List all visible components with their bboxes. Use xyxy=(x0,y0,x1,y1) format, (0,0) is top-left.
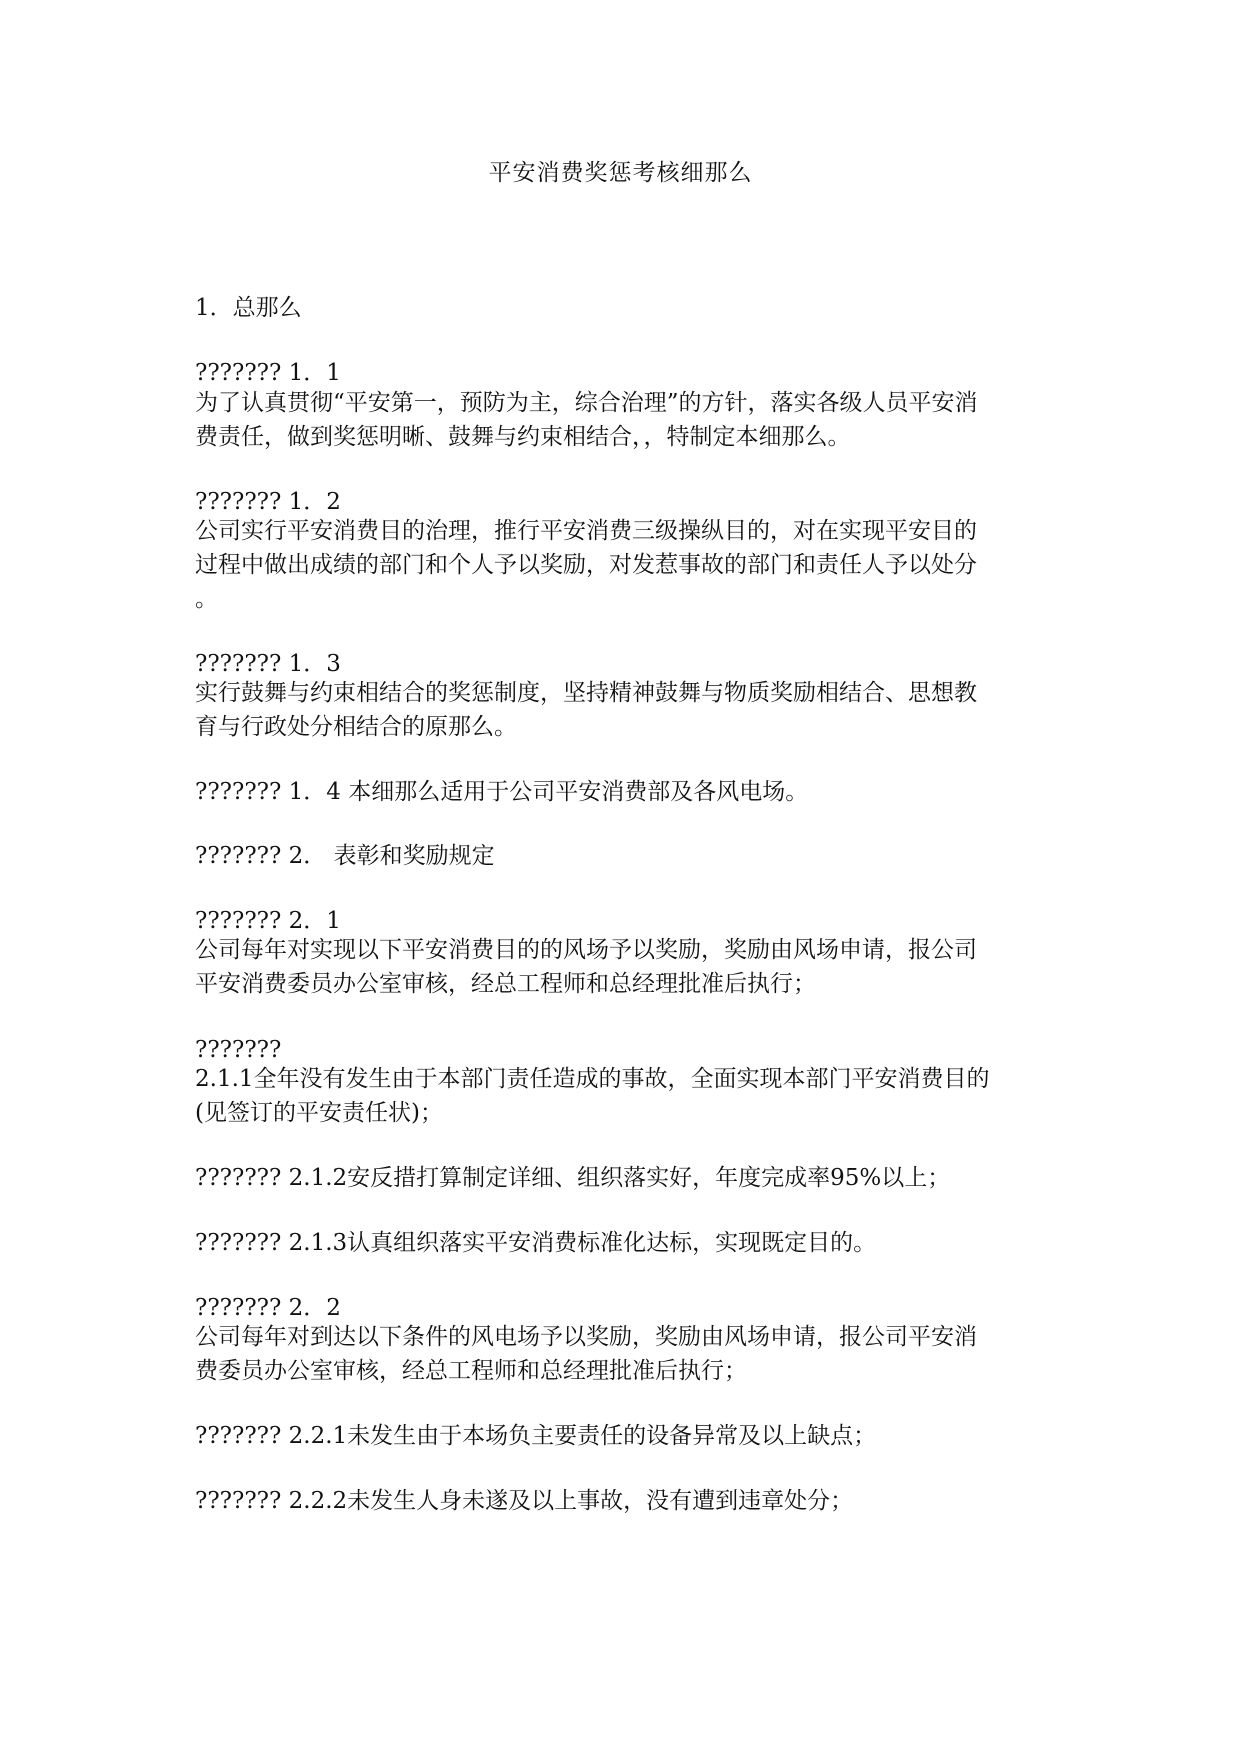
clause-2-1-1-line-1: 2.1.1全年没有发生由于本部门责任造成的事故，全面实现本部门平安消费目的 xyxy=(195,1066,990,1092)
clause-2-1-1-label: ??????? xyxy=(195,1037,282,1063)
document-title: 平安消费奖惩考核细那么 xyxy=(488,160,753,186)
section-1-heading: 1．总那么 xyxy=(195,295,302,321)
clause-1-2-line-3: 。 xyxy=(195,586,218,612)
clause-1-2-line-1: 公司实行平安消费目的治理，推行平安消费三级操纵目的，对在实现平安目的 xyxy=(195,518,977,544)
clause-1-1-line-1: 为了认真贯彻“平安第一，预防为主，综合治理”的方针，落实各级人员平安消 xyxy=(195,390,978,416)
clause-2-1-3: ??????? 2.1.3认真组织落实平安消费标准化达标，实现既定目的。 xyxy=(195,1230,877,1256)
clause-1-3-label: ??????? 1．3 xyxy=(195,651,341,677)
clause-2-2-2: ??????? 2.2.2未发生人身未遂及以上事故，没有遭到违章处分； xyxy=(195,1488,854,1514)
clause-2-1-1-line-2: (见签订的平安责任状)； xyxy=(195,1100,443,1126)
clause-2-1-label: ??????? 2．1 xyxy=(195,908,341,934)
clause-1-3-line-2: 育与行政处分相结合的原那么。 xyxy=(195,714,517,740)
clause-1-2-label: ??????? 1．2 xyxy=(195,489,341,515)
clause-2-1-line-1: 公司每年对实现以下平安消费目的的风场予以奖励，奖励由风场申请，报公司 xyxy=(195,937,977,963)
clause-1-2-text xyxy=(195,514,1055,616)
section-2-heading: ??????? 2． 表彰和奖励规定 xyxy=(195,843,495,869)
clause-1-4: ??????? 1．4 本细那么适用于公司平安消费部及各风电场。 xyxy=(195,779,809,805)
clause-2-2-label: ??????? 2．2 xyxy=(195,1295,341,1321)
clause-2-1-line-2: 平安消费委员办公室审核，经总工程师和总经理批准后执行； xyxy=(195,971,816,997)
clause-1-1-line-2: 费责任，做到奖惩明晰、鼓舞与约束相结合，，特制定本细那么。 xyxy=(195,424,851,450)
clause-2-2-text xyxy=(195,1320,1055,1388)
clause-2-2-line-1: 公司每年对到达以下条件的风电场予以奖励，奖励由风场申请，报公司平安消 xyxy=(195,1324,977,1350)
clause-2-1-1-text xyxy=(195,1062,1055,1130)
clause-1-1-text xyxy=(195,386,1055,454)
clause-2-1-2: ??????? 2.1.2安反措打算制定详细、组织落实好，年度完成率95%以上； xyxy=(195,1165,951,1191)
clause-2-1-text xyxy=(195,933,1055,1001)
clause-2-2-1: ??????? 2.2.1未发生由于本场负主要责任的设备异常及以上缺点； xyxy=(195,1423,877,1449)
clause-1-2-line-2: 过程中做出成绩的部门和个人予以奖励，对发惹事故的部门和责任人予以处分 xyxy=(195,552,977,578)
clause-2-2-line-2: 费委员办公室审核，经总工程师和总经理批准后执行； xyxy=(195,1358,747,1384)
clause-1-3-text xyxy=(195,676,1055,744)
clause-1-3-line-1: 实行鼓舞与约束相结合的奖惩制度，坚持精神鼓舞与物质奖励相结合、思想教 xyxy=(195,680,977,706)
clause-1-1-label: ??????? 1．1 xyxy=(195,360,341,386)
